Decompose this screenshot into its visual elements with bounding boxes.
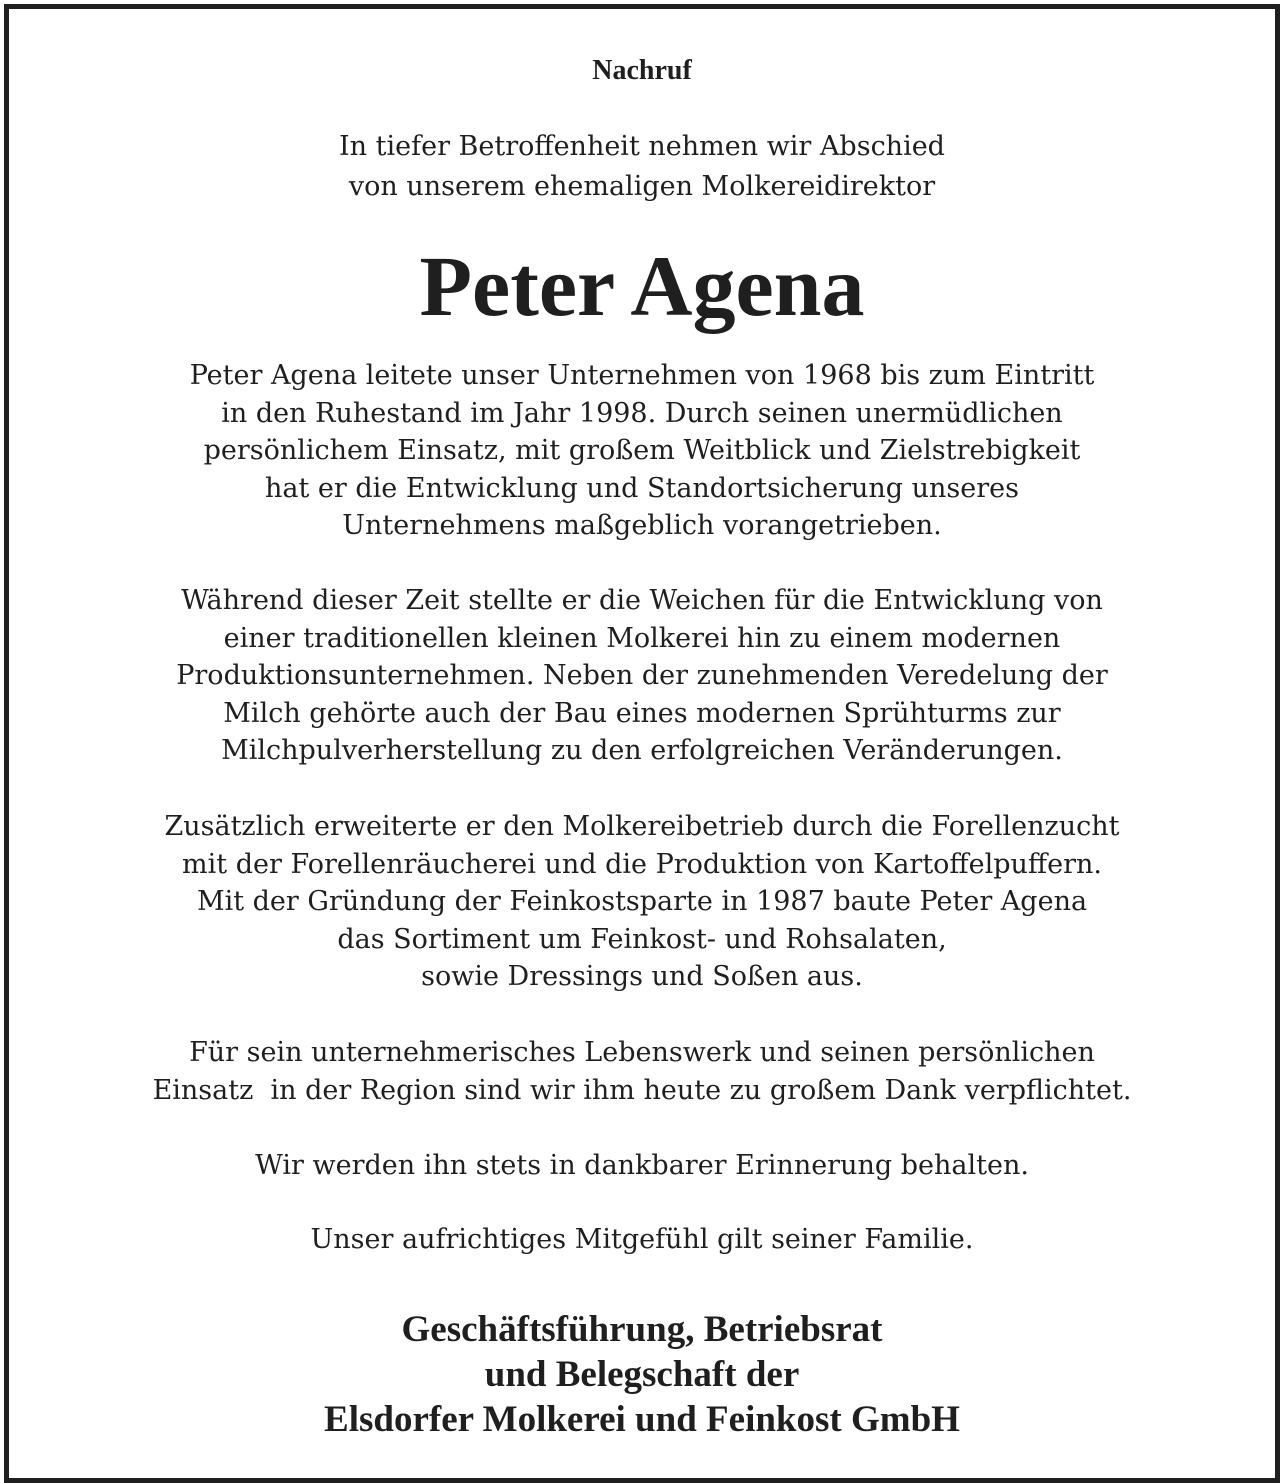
paragraph-career — [9, 357, 1275, 545]
paragraph-expansion — [9, 808, 1275, 996]
obituary-notice — [9, 9, 1275, 1478]
text-line: Mit der Gründung der Feinkostsparte in 1987 baute Peter Agena — [196, 886, 1088, 918]
text-line: persönlichem Einsatz, mit großem Weitblick und Zielstrebigkeit — [203, 435, 1081, 467]
text-line: einer traditionellen kleinen Molkerei hin zu einem modernen — [223, 622, 1061, 654]
text-line: Produktionsunternehmen. Neben der zunehmenden Veredelung der — [176, 660, 1108, 692]
signature-line: und Belegschaft der — [484, 1354, 800, 1395]
text-line: mit der Forellenräucherei und die Produktion von Kartoffelpuffern. — [182, 848, 1102, 880]
text-line: das Sortiment um Feinkost- und Rohsalaten, — [337, 923, 947, 955]
text-line: Wir werden ihn stets in dankbarer Erinnerung behalten. — [255, 1150, 1029, 1181]
text-line: Milch gehörte auch der Bau eines modernen Sprühturms zur — [223, 697, 1061, 729]
signature-line: Elsdorfer Molkerei und Feinkost GmbH — [324, 1399, 960, 1440]
text-line: Für sein unternehmerisches Lebenswerk und seinen persönlichen — [189, 1037, 1095, 1068]
intro-text — [9, 127, 1275, 207]
text-line: Zusätzlich erweiterte er den Molkereibetrieb durch die Forellenzucht — [164, 811, 1120, 842]
text-line: Unser aufrichtiges Mitgefühl gilt seiner Familie. — [310, 1224, 974, 1255]
text-line: Unternehmens maßgeblich vorangetrieben. — [342, 510, 942, 542]
text-line: Während dieser Zeit stellte er die Weichen für die Entwicklung von — [181, 585, 1103, 616]
text-line: in den Ruhestand im Jahr 1998. Durch seinen unermüdlichen — [221, 397, 1063, 429]
paragraph-condolence — [9, 1221, 1275, 1259]
paragraph-gratitude — [9, 1034, 1275, 1109]
paragraph-development — [9, 582, 1275, 770]
text-line: hat er die Entwicklung und Standortsicherung unseres — [265, 472, 1019, 504]
paragraph-remembrance — [9, 1147, 1275, 1185]
notice-heading: Nachruf — [592, 55, 692, 86]
text-line: Milchpulverherstellung zu den erfolgreichen Veränderungen. — [221, 735, 1063, 767]
text-line: Einsatz in der Region sind wir ihm heute zu großem Dank verpflichtet. — [152, 1074, 1132, 1106]
text-line: sowie Dressings und Soßen aus. — [421, 961, 863, 993]
signature-line: Geschäftsführung, Betriebsrat — [401, 1309, 883, 1350]
intro-line: In tiefer Betroffenheit nehmen wir Abschied — [339, 131, 945, 162]
deceased-name: Peter Agena — [419, 238, 865, 334]
text-line: Peter Agena leitete unser Unternehmen von 1968 bis zum Eintritt — [189, 360, 1095, 391]
intro-line: von unserem ehemaligen Molkereidirektor — [348, 171, 936, 202]
signature-block — [9, 1307, 1275, 1442]
